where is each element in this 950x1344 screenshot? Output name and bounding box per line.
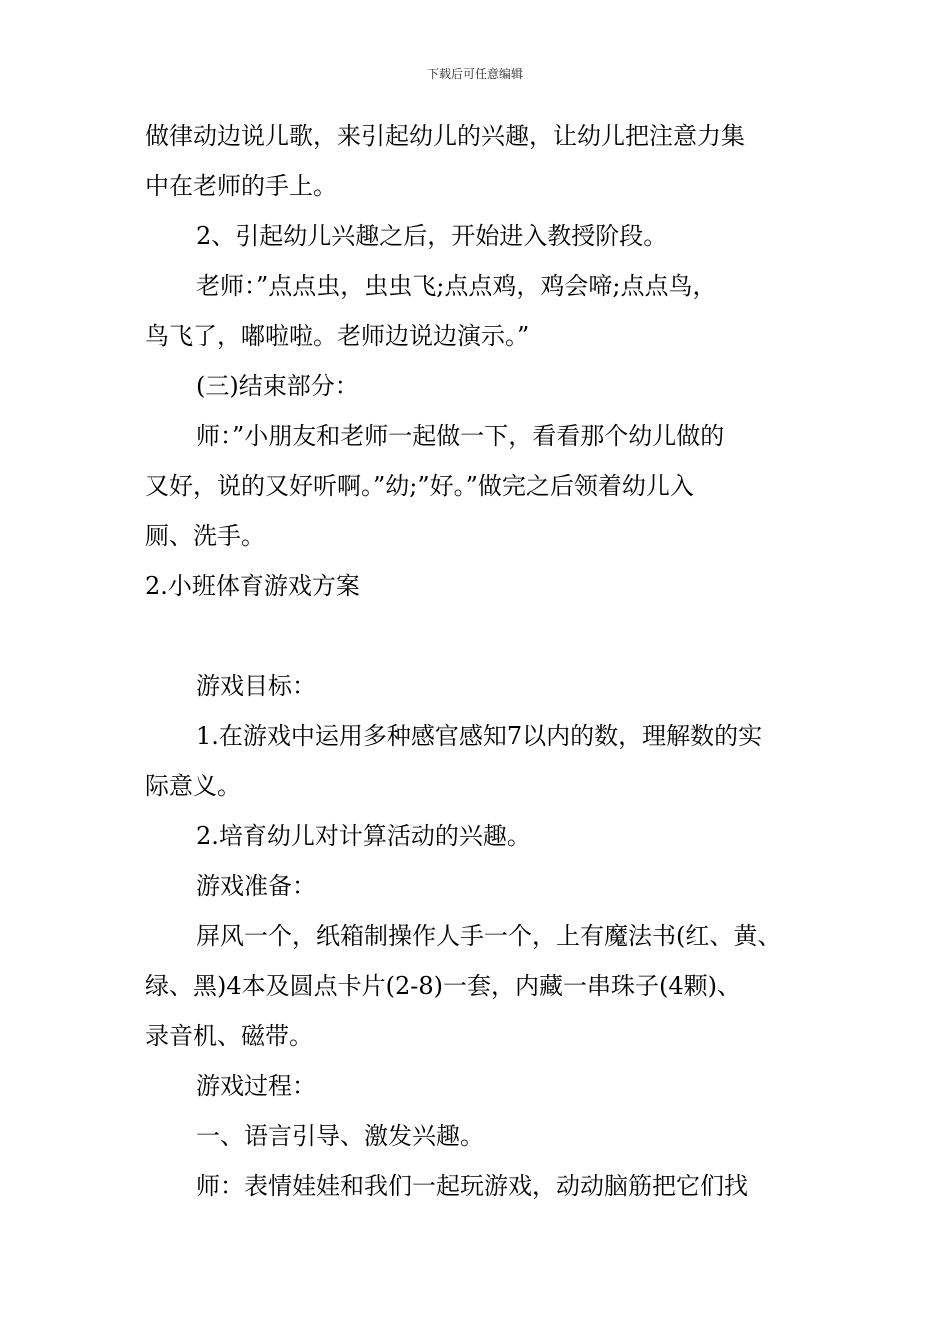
paragraph-line: 做律动边说儿歌，来引起幼儿的兴趣，让幼儿把注意力集 (145, 122, 745, 150)
paragraph-line: 中在老师的手上。 (145, 172, 337, 200)
paragraph-line: 际意义。 (145, 772, 241, 800)
paragraph-line: 绿、黑)4本及圆点卡片(2-8)一套，内藏一串珠子(4颗)、 (145, 972, 742, 1000)
paragraph-line: 1.在游戏中运用多种感官感知7以内的数，理解数的实 (196, 722, 763, 750)
paragraph-line: 屏风一个，纸箱制操作人手一个，上有魔法书(红、黄、 (196, 922, 782, 950)
page-header: 下载后可任意编辑 (426, 67, 523, 81)
paragraph-line: 2.培育幼儿对计算活动的兴趣。 (196, 822, 531, 850)
paragraph-line: 鸟飞了，嘟啦啦。老师边说边演示。” (145, 322, 530, 350)
paragraph-line: 2、引起幼儿兴趣之后，开始进入教授阶段。 (196, 222, 668, 250)
paragraph-line: 老师：”点点虫，虫虫飞;点点鸡，鸡会啼;点点鸟， (196, 272, 717, 300)
paragraph-line: 师：”小朋友和老师一起做一下，看看那个幼儿做的 (196, 422, 725, 450)
section-heading: 2.小班体育游戏方案 (145, 572, 360, 600)
subsection-label: 游戏准备： (196, 872, 316, 900)
document-body (145, 124, 825, 1224)
subsection-label: 游戏过程： (196, 1072, 316, 1100)
paragraph-line: 又好，说的又好听啊。”幼;”好。”做完之后领着幼儿入 (145, 472, 694, 500)
section-label: (三)结束部分： (196, 372, 359, 400)
paragraph-line: 录音机、磁带。 (145, 1022, 313, 1050)
paragraph-line: 厕、洗手。 (145, 522, 265, 550)
blank-spacer (145, 624, 825, 674)
subsection-label: 游戏目标： (196, 672, 316, 700)
paragraph-line: 师：表情娃娃和我们一起玩游戏，动动脑筋把它们找 (196, 1172, 748, 1200)
paragraph-line: 一、语言引导、激发兴趣。 (196, 1122, 484, 1150)
